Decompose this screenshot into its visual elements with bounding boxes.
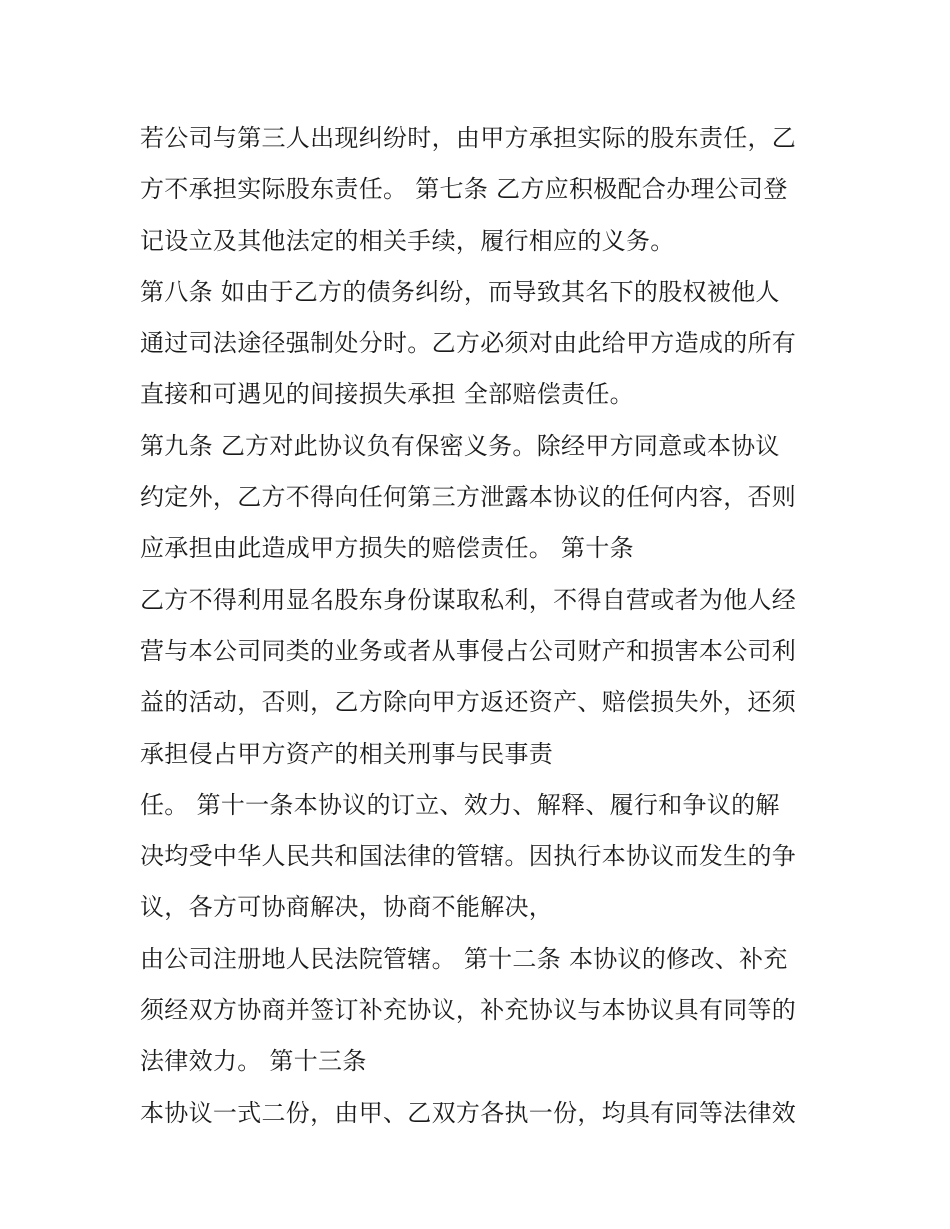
text-line: 由公司注册地人民法院管辖。 第十二条 本协议的修改、补充	[140, 944, 788, 973]
text-line: 决均受中华人民共和国法律的管辖。因执行本协议而发生的争	[140, 842, 797, 871]
text-line: 本协议一式二份，由甲、乙双方各执一份，均具有同等法律效	[140, 1098, 797, 1127]
text-line: 直接和可遇见的间接损失承担 全部赔偿责任。	[140, 380, 634, 409]
text-line: 第九条 乙方对此协议负有保密义务。除经甲方同意或本协议	[140, 431, 780, 460]
text-line: 承担侵占甲方资产的相关刑事与民事责	[140, 739, 554, 768]
text-line: 任。 第十一条本协议的订立、效力、解释、履行和争议的解	[140, 790, 780, 819]
text-line: 方不承担实际股东责任。 第七条 乙方应积极配合办理公司登	[140, 175, 788, 204]
text-line: 议，各方可协商解决，协商不能解决，	[140, 893, 554, 922]
text-line: 乙方不得利用显名股东身份谋取私利，不得自营或者为他人经	[140, 585, 797, 614]
text-line: 通过司法途径强制处分时。乙方必须对由此给甲方造成的所有	[140, 329, 797, 358]
document-body	[140, 113, 820, 1139]
text-line: 法律效力。 第十三条	[140, 1047, 367, 1076]
text-line: 第八条 如由于乙方的债务纠纷，而导致其名下的股权被他人	[140, 277, 780, 306]
text-line: 营与本公司同类的业务或者从事侵占公司财产和损害本公司利	[140, 636, 797, 665]
text-line: 若公司与第三人出现纠纷时，由甲方承担实际的股东责任，乙	[140, 124, 797, 152]
text-line: 须经双方协商并签订补充协议，补充协议与本协议具有同等的	[140, 996, 797, 1025]
text-line: 记设立及其他法定的相关手续，履行相应的义务。	[140, 226, 675, 255]
text-line: 约定外，乙方不得向任何第三方泄露本协议的任何内容，否则	[140, 483, 797, 512]
text-line: 益的活动，否则，乙方除向甲方返还资产、赔偿损失外，还须	[140, 688, 797, 717]
text-line: 应承担由此造成甲方损失的赔偿责任。 第十条	[140, 534, 634, 563]
